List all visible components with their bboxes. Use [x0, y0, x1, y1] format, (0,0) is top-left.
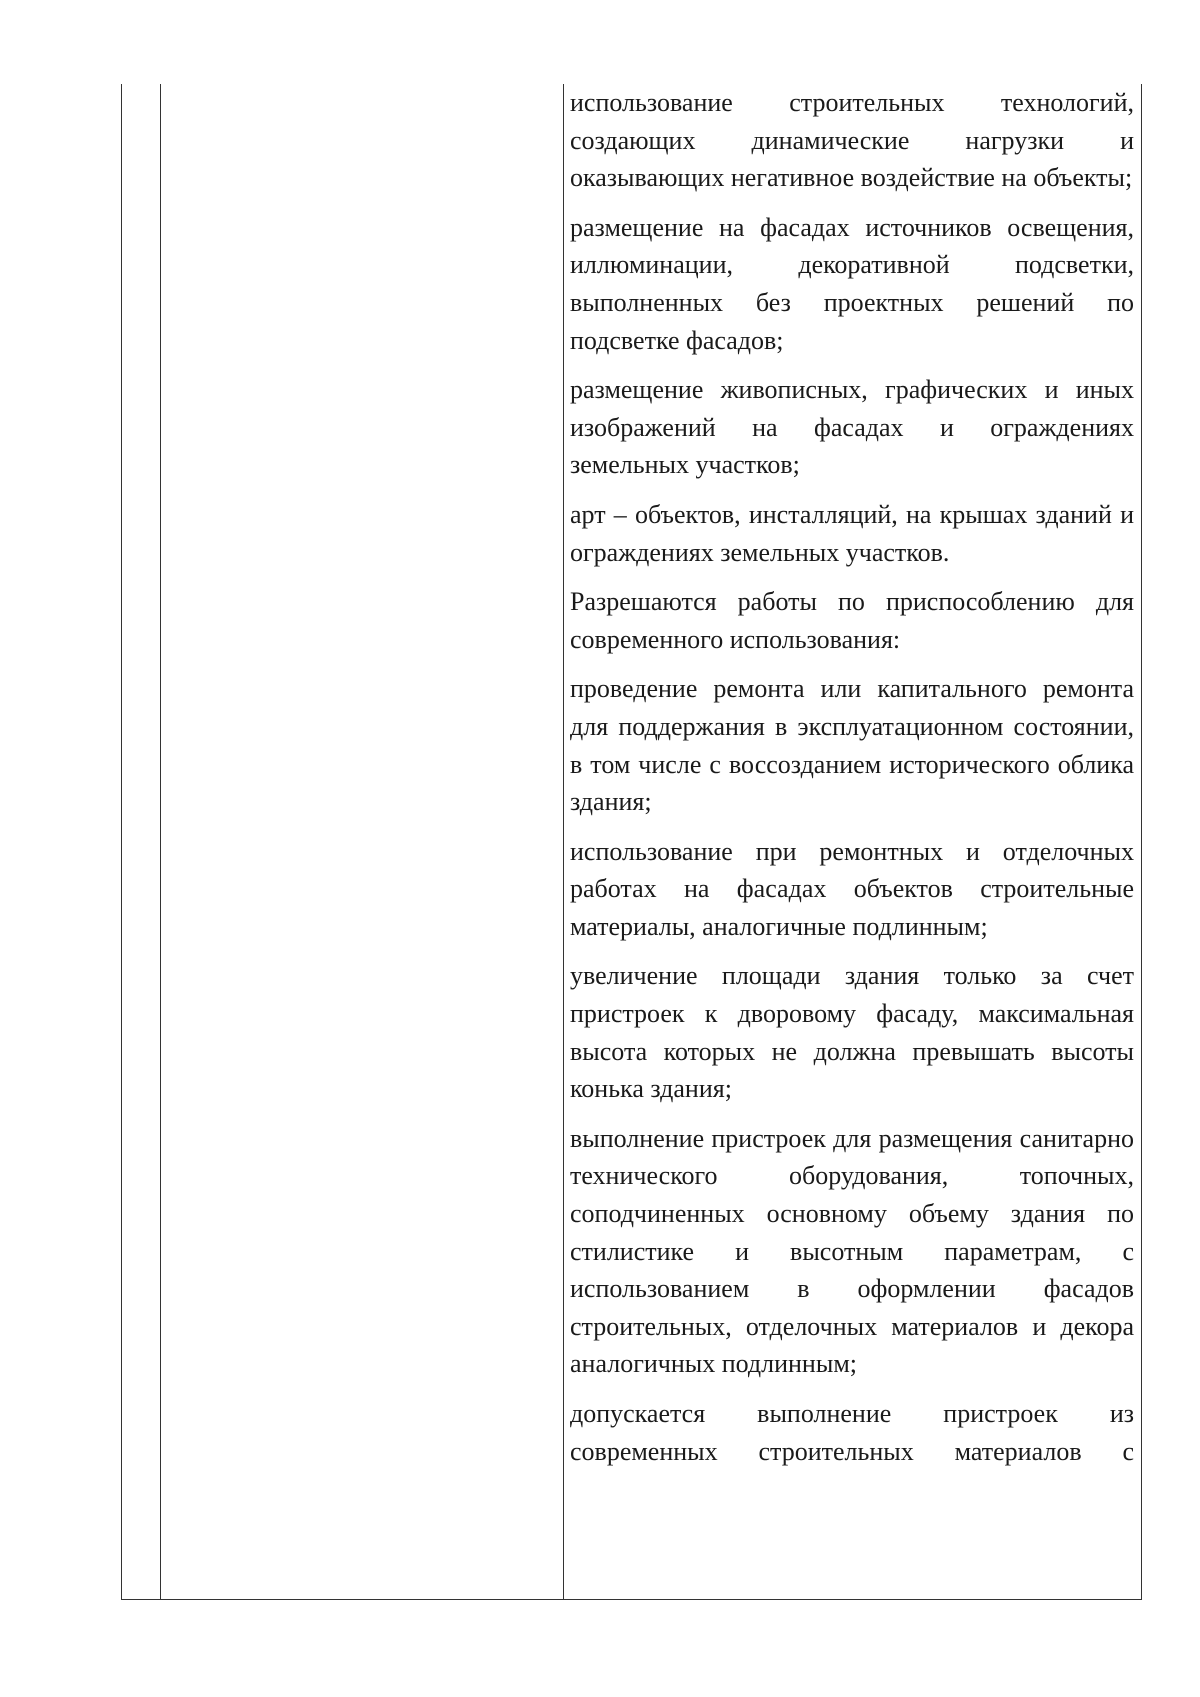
paragraph: проведение ремонта или капитального ремонта для поддержания в эксплуатационном состоянии, в том числе с воссозданием исторического облика здания;: [570, 674, 1134, 817]
table-column-divider-2: [563, 84, 564, 1600]
paragraph: размещение живописных, графических и иных изображений на фасадах и ограждениях земельных участков;: [570, 375, 1134, 480]
paragraph: Разрешаются работы по приспособлению для современного использования:: [570, 587, 1134, 654]
paragraph: арт – объектов, инсталляций, на крышах зданий и ограждениях земельных участков.: [570, 499, 1134, 567]
paragraph: использование строительных технологий, создающих динамические нагрузки и оказывающих негативное воздействие на объекты;: [570, 88, 1134, 193]
paragraph-continued: допускается выполнение пристроек из современных строительных материалов с: [570, 1399, 1134, 1466]
paragraph: размещение на фасадах источников освещения, иллюминации, декоративной подсветки, выполненных без проектных решений по подсветке фасадов;: [570, 212, 1134, 355]
paragraph: увеличение площади здания только за счет пристроек к дворовому фасаду, максимальная высота которых не должна превышать высоты конька здания;: [570, 961, 1134, 1104]
table-border-right: [1141, 84, 1142, 1600]
paragraph: использование при ремонтных и отделочных работах на фасадах объектов строительные материалы, аналогичные подлинным;: [570, 836, 1134, 941]
table-cell-text: [570, 84, 1134, 1600]
paragraph: выполнение пристроек для размещения санитарно технического оборудования, топочных, соподчиненных основному объему здания по стилистике и высотным параметрам, с использованием в оформлении фасадов строительных, отделочных материалов и декора аналогичных подлинным;: [570, 1123, 1134, 1379]
table-frame: [121, 84, 1141, 1600]
table-column-divider-1: [160, 84, 161, 1600]
table-border-left: [121, 84, 122, 1600]
